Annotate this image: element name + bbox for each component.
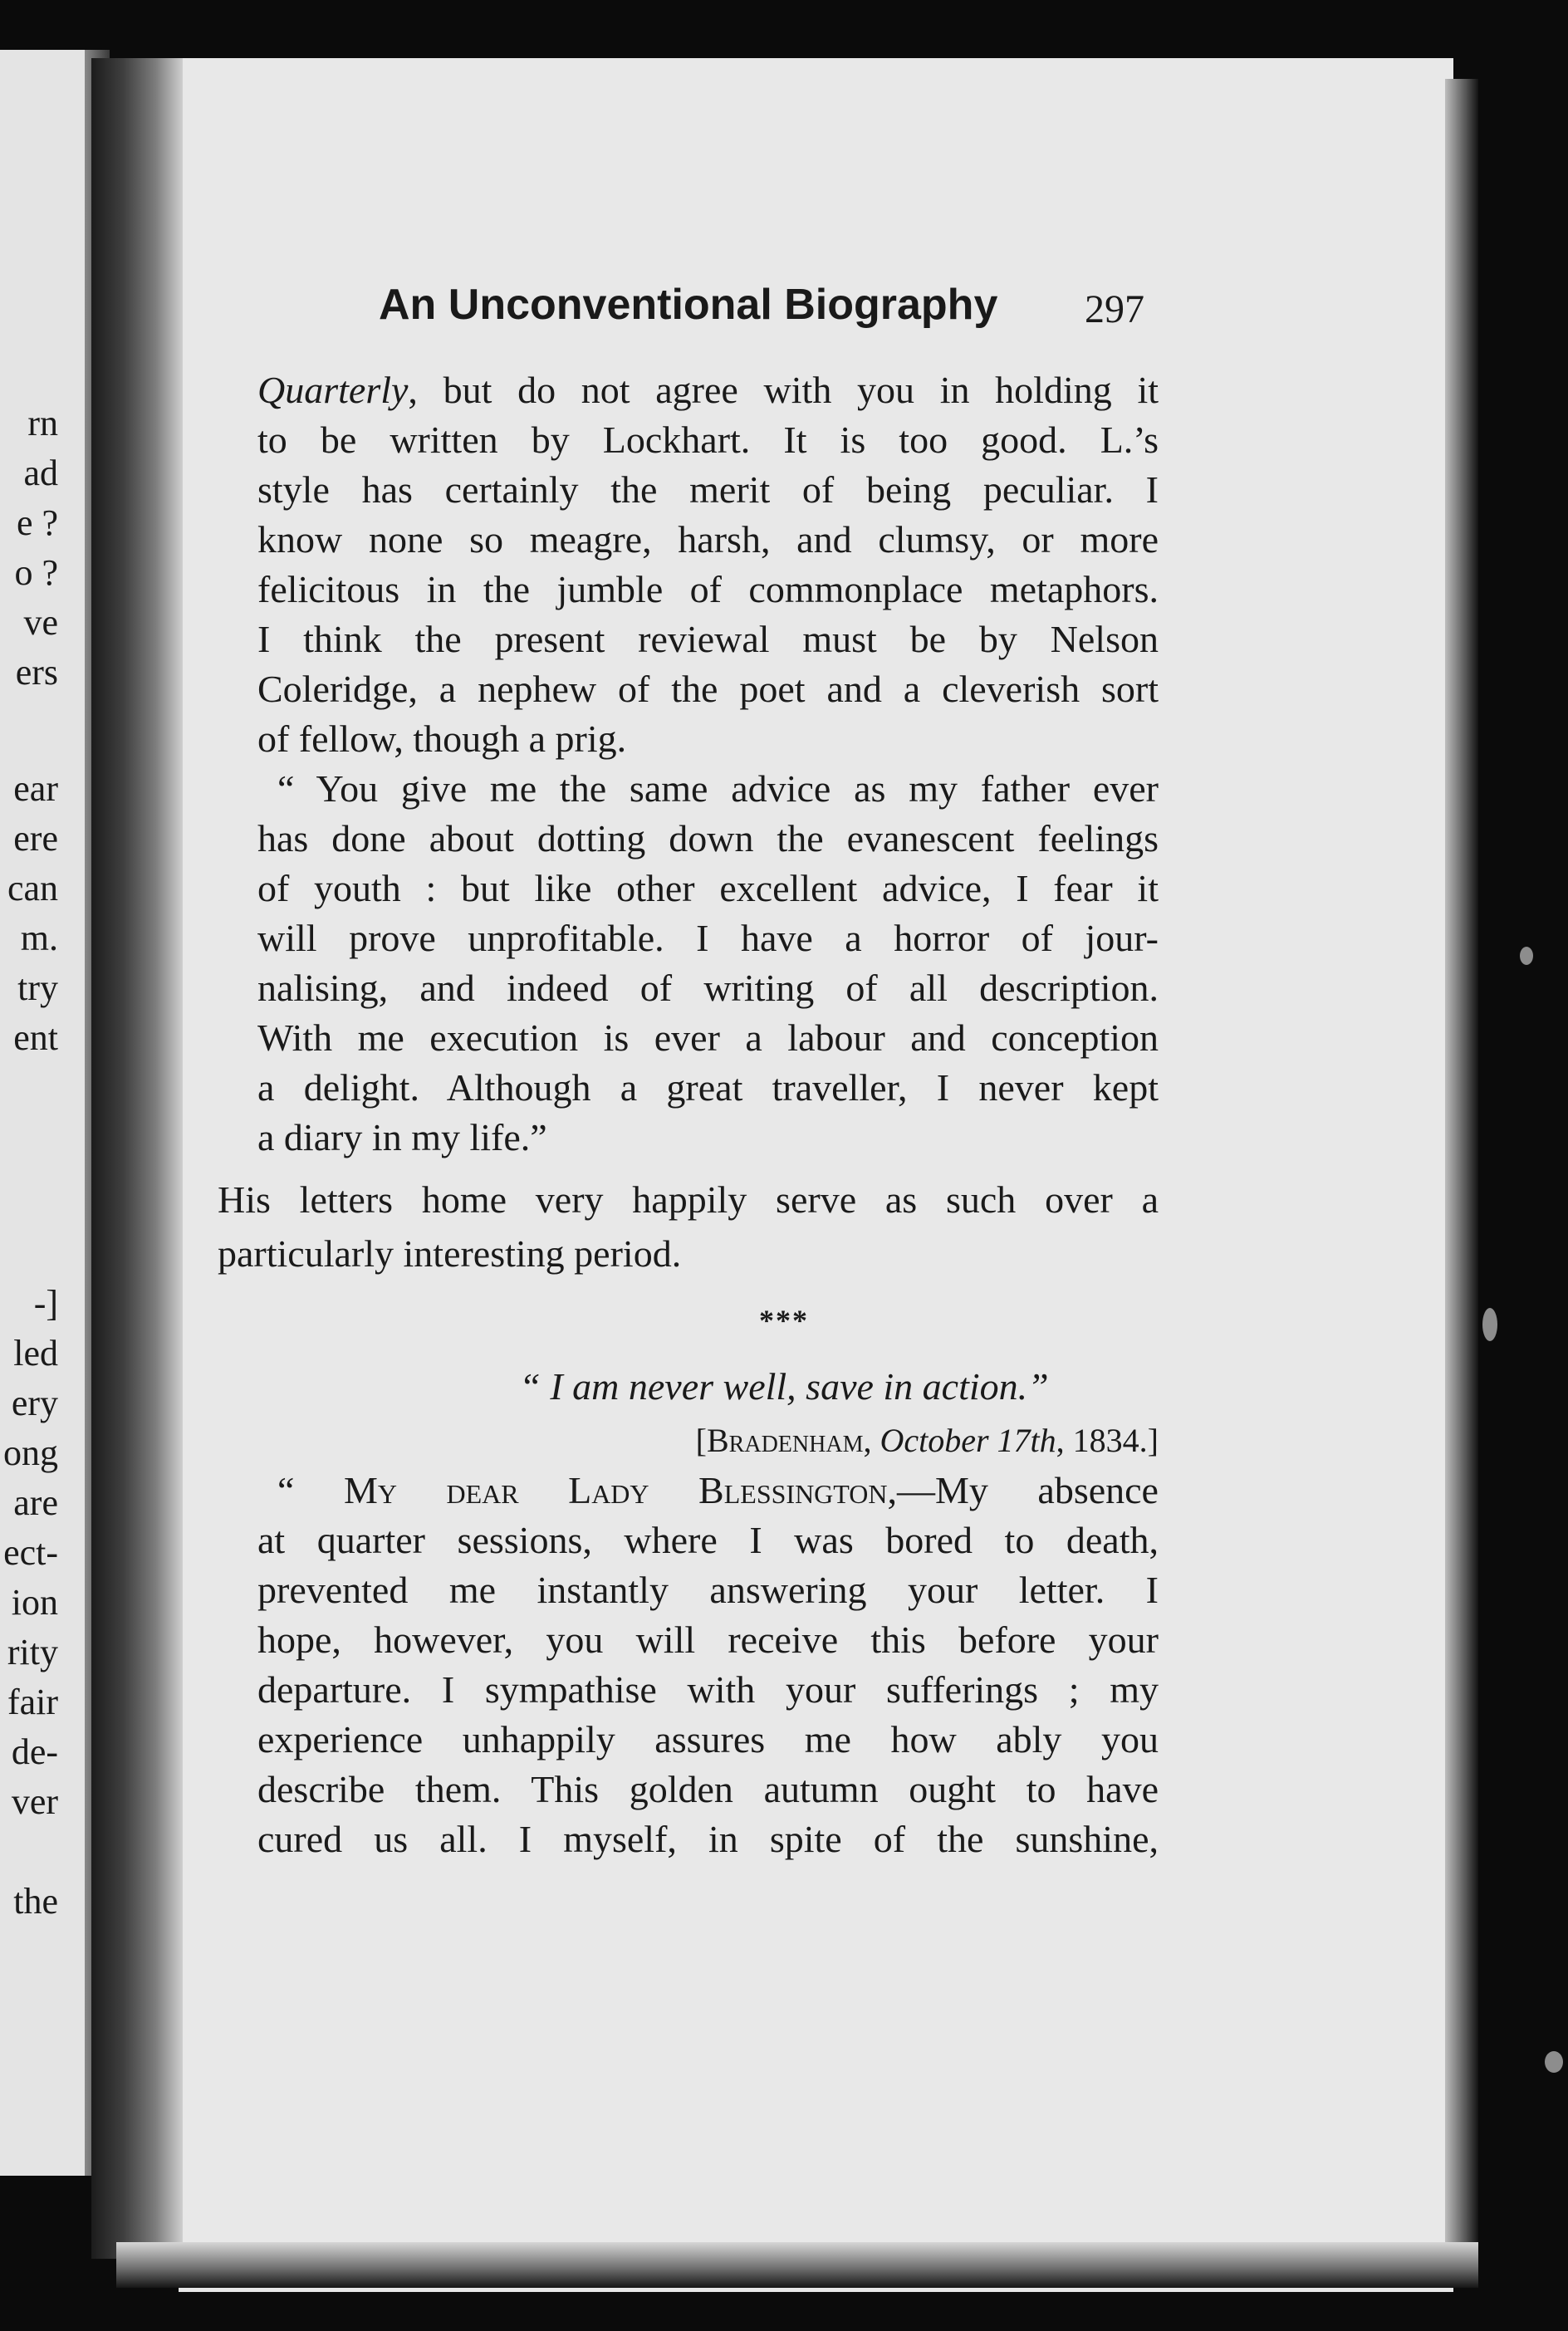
text-line: Quarterly, but do not agree with you in holding it [257, 369, 1159, 411]
text-line: With me execution is ever a labour and conception [257, 1016, 1159, 1059]
dateline-day: 17th [997, 1422, 1056, 1459]
text-line: of youth : but like other excellent advice, I fear it [257, 867, 1159, 909]
text-line: cured us all. I myself, in spite of the sunshine, [257, 1818, 1159, 1860]
prev-page-fragment: ere [13, 818, 58, 859]
text-line: prevented me instantly answering your letter. I [257, 1569, 1159, 1611]
italic-word: Quarterly [257, 369, 409, 411]
prev-page-fragment: the [13, 1881, 58, 1922]
prev-page-fragment: ect- [3, 1532, 58, 1573]
prev-page-fragment: ent [13, 1017, 58, 1058]
prev-page-fragment: e ? [16, 502, 58, 543]
prev-page-fragment: ers [15, 652, 58, 693]
page-number: 297 [1085, 287, 1144, 331]
dateline-place: Bradenham [707, 1422, 864, 1459]
page-bottom-edge [116, 2242, 1478, 2288]
text-line: I think the present reviewal must be by Nelson [257, 618, 1159, 660]
prev-page-fragment: -] [33, 1283, 58, 1324]
letter-dateline: [Bradenham, October 17th, 1834.] [695, 1422, 1159, 1459]
text-line: hope, however, you will receive this before your [257, 1618, 1159, 1661]
prev-page-fragment: are [13, 1482, 58, 1523]
page-fore-edge [1445, 79, 1478, 2271]
text-line: “ My dear Lady Blessington,—My absence [277, 1469, 1159, 1511]
prev-page-fragment: ery [11, 1383, 58, 1423]
paper-speck [1520, 947, 1533, 965]
text-line: style has certainly the merit of being peculiar. I [257, 468, 1159, 511]
text-line: of fellow, though a prig. [257, 717, 627, 760]
prev-page-fragment: o ? [14, 552, 58, 593]
dateline-month: October [880, 1422, 989, 1459]
prev-page-fragment: ver [11, 1781, 58, 1822]
running-title: An Unconventional Biography [379, 281, 998, 329]
prev-page-fragment: de- [11, 1731, 58, 1772]
text-line: His letters home very happily serve as such over a [218, 1178, 1159, 1221]
section-ornament: *** [759, 1304, 809, 1337]
dateline-year: 1834.] [1072, 1422, 1159, 1459]
previous-page [0, 50, 98, 2176]
prev-page-fragment: ion [11, 1582, 58, 1623]
text-line: experience unhappily assures me how ably you [257, 1718, 1159, 1760]
letter-salutation: “ My dear Lady Blessington, [277, 1469, 897, 1511]
prev-page-fragment: rity [7, 1632, 58, 1672]
text-line: to be written by Lockhart. It is too good. L.’s [257, 419, 1159, 461]
text-line: a delight. Although a great traveller, I never kept [257, 1066, 1159, 1109]
text-line: has done about dotting down the evanescent feelings [257, 817, 1159, 859]
prev-page-fragment: ong [3, 1432, 58, 1473]
text-line: particularly interesting period. [218, 1232, 682, 1275]
text-line: “ You give me the same advice as my father ever [277, 767, 1159, 810]
text-line: a diary in my life.” [257, 1116, 547, 1158]
text-line: felicitous in the jumble of commonplace metaphors. [257, 568, 1159, 610]
prev-page-fragment: try [17, 967, 58, 1008]
prev-page-fragment: ear [13, 768, 58, 809]
paper-speck [1545, 2051, 1563, 2073]
text-line: describe them. This golden autumn ought to have [257, 1768, 1159, 1810]
prev-page-fragment: can [7, 868, 58, 908]
text-line: will prove unprofitable. I have a horror of jour- [257, 917, 1159, 959]
prev-page-fragment: rn [27, 403, 58, 443]
text-line: departure. I sympathise with your sufferings ; my [257, 1668, 1159, 1711]
prev-page-fragment: m. [20, 918, 58, 958]
prev-page-fragment: led [13, 1333, 58, 1374]
text-line: at quarter sessions, where I was bored to death, [257, 1519, 1159, 1561]
text-line: nalising, and indeed of writing of all description. [257, 967, 1159, 1009]
prev-page-fragment: ad [23, 453, 58, 493]
prev-page-fragment: fair [7, 1682, 58, 1722]
prev-page-fragment: ve [23, 602, 58, 643]
binding-gutter-shadow [91, 58, 183, 2259]
epigraph: “ I am never well, save in action.” [519, 1365, 1049, 1408]
text-line: Coleridge, a nephew of the poet and a cleverish sort [257, 668, 1159, 710]
text-line: know none so meagre, harsh, and clumsy, or more [257, 518, 1159, 561]
